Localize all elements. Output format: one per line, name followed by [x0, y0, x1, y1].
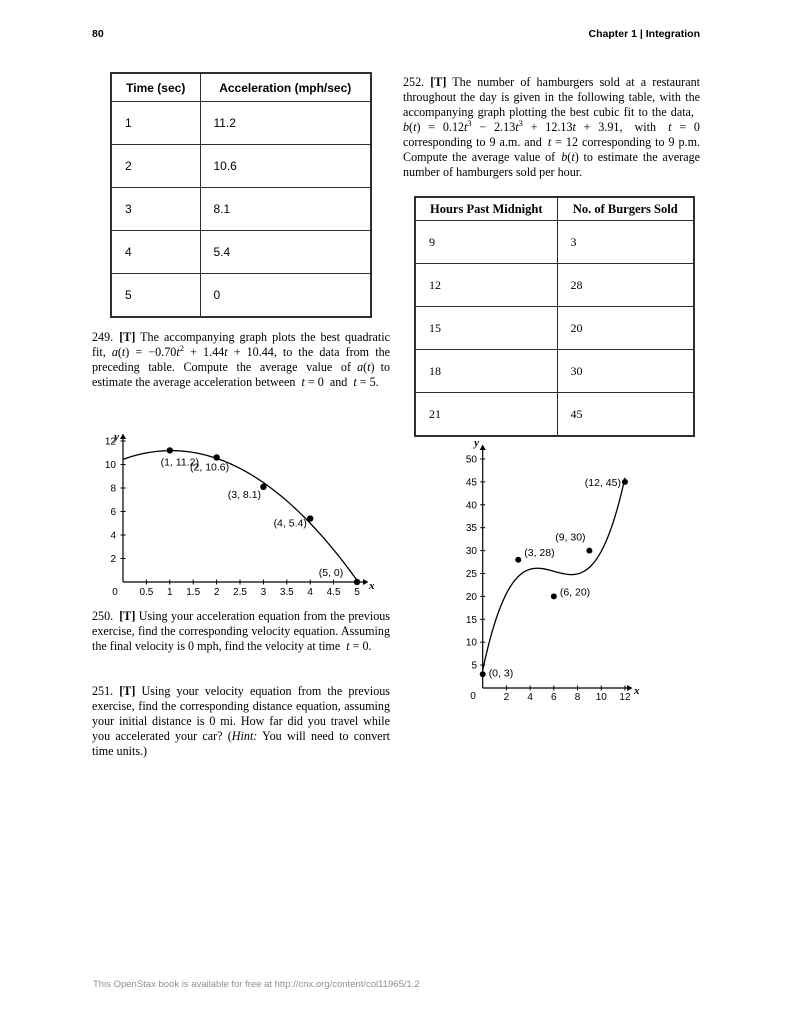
text-segment: ( [363, 360, 368, 374]
text-segment: [T] [119, 609, 136, 623]
table-cell: 9 [415, 221, 557, 264]
x-tick-label: 5 [354, 587, 360, 598]
column-header-burgers: No. of Burgers Sold [557, 197, 694, 221]
text-segment: t [572, 120, 576, 134]
table-row [111, 274, 371, 318]
table-row [415, 393, 694, 437]
table-cell: 12 [415, 264, 557, 307]
text-segment: 3 [518, 117, 523, 128]
table-cell: 5 [111, 274, 200, 318]
x-tick-label: 8 [574, 692, 581, 703]
text-segment: ) = 0.12 [416, 120, 465, 134]
x-tick-label: 2.5 [233, 587, 247, 598]
table-cell: 21 [415, 393, 557, 437]
y-tick-label: 20 [465, 591, 477, 603]
table-cell: 18 [415, 350, 557, 393]
table-cell: 11.2 [200, 102, 371, 145]
text-segment: t [346, 639, 350, 653]
text-segment: Using your velocity equation from the previous exercise, find the corresponding distance equation, assuming your initial distance is 0 mi. How far did you travel while you accelerated your car? ( [92, 684, 390, 743]
x-tick-label: 4 [307, 587, 313, 598]
text-segment: t [464, 120, 468, 134]
y-axis-arrow-icon [480, 445, 486, 451]
point-label: (9, 30) [555, 531, 586, 544]
data-point [307, 515, 313, 521]
data-point [354, 579, 360, 585]
text-segment: − 2.13 [471, 120, 516, 134]
point-label: (0, 3) [488, 667, 514, 680]
text-segment: t [224, 345, 228, 359]
text-segment: You will need to convert time units.) [92, 729, 390, 758]
table-cell: 4 [111, 231, 200, 274]
table-row [111, 188, 371, 231]
text-segment: [T] [430, 75, 447, 89]
text-segment: ) to estimate the average acceleration between [92, 360, 390, 389]
origin-label: 0 [470, 691, 476, 702]
y-tick-label: 45 [465, 477, 477, 489]
table-row [415, 350, 694, 393]
text-segment: b [561, 150, 568, 164]
point-label: (12, 45) [584, 476, 621, 489]
column-header-hours: Hours Past Midnight [415, 197, 557, 221]
table-row [111, 145, 371, 188]
text-segment: + 1.44 [183, 345, 225, 359]
table-cell: 30 [557, 350, 694, 393]
text-segment: t [547, 135, 552, 149]
text-segment: t [515, 120, 519, 134]
text-segment: = 5. [356, 375, 379, 389]
text-segment: ) to estimate the average number of hamburgers sold per hour. [403, 150, 700, 179]
x-tick-label: 3 [260, 587, 267, 598]
y-axis-label: y [114, 431, 119, 443]
point-label: (6, 20) [559, 586, 591, 599]
y-tick-label: 2 [110, 554, 116, 565]
origin-label: 0 [112, 587, 118, 598]
table-cell: 5.4 [200, 231, 371, 274]
point-label: (1, 11.2) [160, 456, 199, 469]
text-segment: 250. [92, 609, 120, 623]
page-number: 80 [92, 28, 104, 40]
x-axis-label: x [634, 685, 640, 697]
table-header-row [415, 197, 694, 221]
data-point [622, 479, 628, 485]
cubic-fit-chart [446, 432, 648, 710]
text-segment: + 10.44, to the data from the preceding table. Compute the average value of [92, 345, 390, 374]
footer-text: This OpenStax book is available for free at http://cnx.org/content/col11965/1.2 [93, 979, 420, 990]
table-header-row [111, 73, 371, 102]
problem-250 [92, 609, 390, 654]
table-cell: 28 [557, 264, 694, 307]
table-row [111, 231, 371, 274]
text-segment: + 3.91, with [575, 120, 669, 134]
point-label: (3, 28) [524, 546, 555, 559]
fit-curve [483, 478, 625, 670]
text-segment: Hint: [231, 729, 258, 743]
y-tick-label: 10 [104, 460, 116, 471]
text-segment: Using your acceleration equation from the previous exercise, find the corresponding velocity equation. Assuming the final velocity is 0 mph, find the velocity at time [92, 609, 390, 653]
table-cell: 8.1 [200, 188, 371, 231]
y-tick-label: 30 [465, 546, 477, 558]
data-point [260, 484, 266, 490]
x-tick-label: 1.5 [186, 587, 201, 598]
text-segment: 251. [92, 684, 120, 698]
x-tick-label: 0.5 [139, 587, 154, 598]
table-cell: 20 [557, 307, 694, 350]
text-segment: + 12.13 [522, 120, 573, 134]
text-segment: ( [117, 345, 122, 359]
x-tick-label: 12 [619, 692, 631, 703]
x-axis-arrow-icon [627, 685, 633, 691]
fit-curve [123, 451, 357, 581]
table-cell: 45 [557, 393, 694, 437]
x-axis-arrow-icon [363, 579, 369, 585]
problem-249 [92, 330, 390, 390]
point-label: (5, 0) [318, 567, 344, 579]
text-segment: t [668, 120, 672, 134]
chapter-header: Chapter 1 | Integration [588, 28, 700, 40]
text-segment: t [367, 360, 371, 374]
text-segment: ( [567, 150, 572, 164]
y-axis-arrow-icon [120, 434, 126, 440]
table-row [415, 221, 694, 264]
text-segment: 252. [403, 75, 431, 89]
x-tick-label: 10 [595, 692, 607, 703]
point-label: (3, 8.1) [227, 488, 262, 501]
y-axis-label: y [474, 437, 479, 449]
y-tick-label: 6 [110, 507, 116, 518]
text-segment: ) = −0.70 [125, 345, 177, 359]
data-point [515, 557, 521, 563]
text-segment: 3 [467, 117, 472, 128]
y-tick-label: 10 [465, 637, 477, 649]
problem-252 [403, 75, 700, 180]
quadratic-fit-chart [90, 430, 380, 602]
text-segment: a [111, 345, 118, 359]
y-tick-label: 25 [465, 569, 477, 580]
point-label: (4, 5.4) [273, 517, 307, 530]
table-cell: 3 [111, 188, 200, 231]
text-segment: = 0 and [304, 375, 354, 389]
text-segment: [T] [119, 330, 136, 344]
text-segment: t [353, 375, 357, 389]
x-tick-label: 4.5 [326, 587, 341, 598]
x-tick-label: 3.5 [279, 587, 294, 598]
table-cell: 0 [200, 274, 371, 318]
data-point [480, 671, 486, 677]
table-cell: 2 [111, 145, 200, 188]
table-row [415, 264, 694, 307]
y-tick-label: 35 [465, 523, 477, 535]
text-segment: t [301, 375, 305, 389]
text-segment: a [357, 360, 364, 374]
x-axis-label: x [369, 580, 375, 592]
y-tick-label: 12 [104, 436, 116, 448]
column-header-time: Time (sec) [111, 73, 200, 102]
y-tick-label: 8 [110, 483, 116, 495]
table-cell: 3 [557, 221, 694, 264]
text-segment: 249. [92, 330, 120, 344]
x-tick-label: 2 [503, 692, 510, 703]
text-segment: = 0 corresponding to 9 a.m. and [403, 120, 700, 149]
text-segment: t [413, 120, 417, 134]
y-tick-label: 50 [465, 454, 477, 466]
table-cell: 1 [111, 102, 200, 145]
text-segment: [T] [119, 684, 136, 698]
y-tick-label: 40 [465, 500, 477, 512]
text-segment: The number of hamburgers sold at a restaurant throughout the day is given in the following table, with the accompanying graph plotting the best cubic fit to the data, [403, 75, 700, 119]
y-tick-label: 5 [471, 660, 477, 672]
data-point [213, 454, 219, 460]
text-segment: t [571, 150, 575, 164]
data-point [167, 447, 173, 453]
x-tick-label: 1 [167, 587, 173, 598]
data-point [586, 548, 592, 554]
text-segment: The accompanying graph plots the best quadratic fit, [92, 330, 390, 359]
burgers-table [414, 196, 695, 437]
text-segment: b [403, 120, 410, 134]
data-point [551, 593, 557, 599]
text-segment: t [176, 345, 180, 359]
text-segment: t [121, 345, 126, 359]
point-label: (2, 10.6) [190, 461, 230, 474]
y-tick-label: 4 [110, 530, 116, 542]
text-segment: = 0. [349, 639, 372, 653]
acceleration-table [110, 72, 372, 318]
text-segment: ( [409, 120, 414, 134]
y-tick-label: 15 [465, 614, 477, 626]
x-tick-label: 6 [551, 692, 557, 703]
column-header-acceleration: Acceleration (mph/sec) [200, 73, 371, 102]
problem-251 [92, 684, 390, 759]
table-cell: 10.6 [200, 145, 371, 188]
x-tick-label: 2 [213, 587, 220, 598]
table-row [415, 307, 694, 350]
x-tick-label: 4 [527, 692, 533, 703]
text-segment: = 12 corresponding to 9 p.m. Compute the average value of [403, 135, 700, 164]
table-row [111, 102, 371, 145]
table-cell: 15 [415, 307, 557, 350]
text-segment: 2 [179, 342, 184, 353]
